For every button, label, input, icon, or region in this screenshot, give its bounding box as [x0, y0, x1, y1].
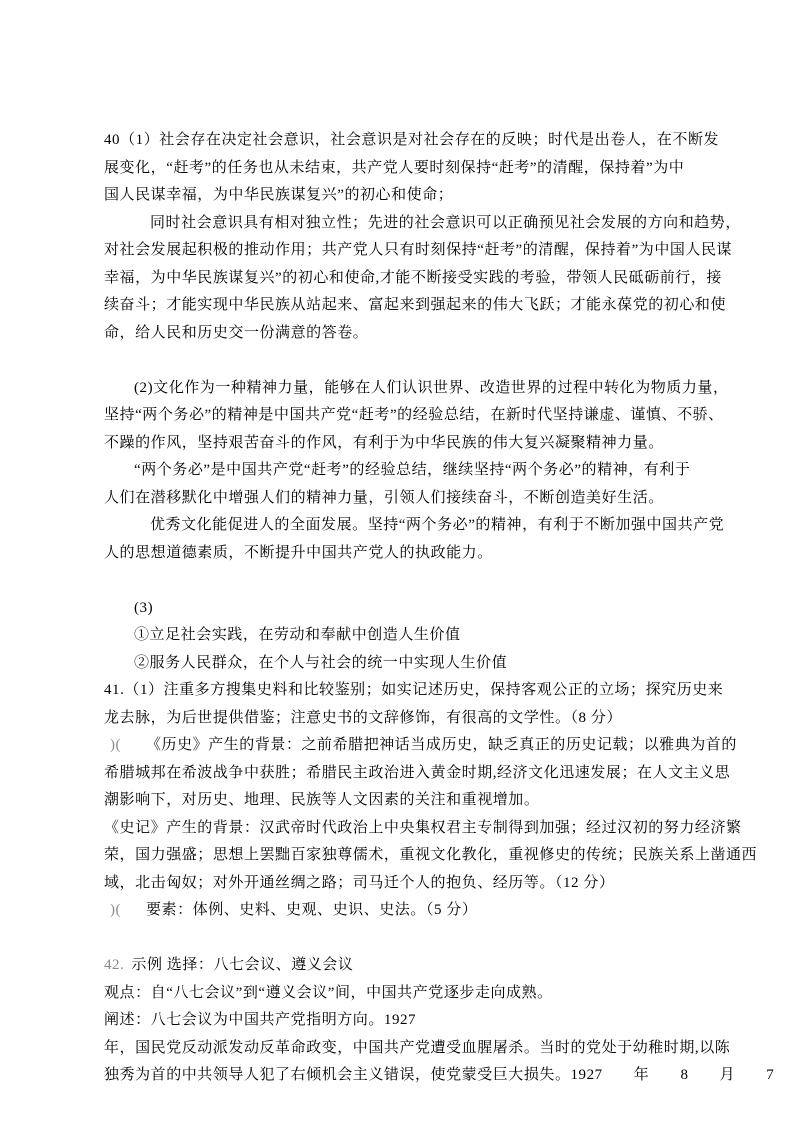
text-line: 龙去脉，为后世提供借鉴；注意史书的文辞修饰，有很高的文学性。（8 分） [104, 709, 623, 726]
text-segment: 要素：体例、史料、史观、史识、史法。（5 分） [146, 902, 478, 918]
text-line: 《史记》产生的背景：汉武帝时代政治上中央集权君主专制得到加强；经过汉初的努力经济繁 [104, 819, 742, 836]
text-line: 人们在潜移默化中增强人们的精神力量，引领人们接续奋斗，不断创造美好生活。 [104, 489, 664, 506]
text-line: 展变化，“赶考”的任务也从未结束，共产党人要时刻保持“赶考”的清醒，保持着”为中 [104, 159, 685, 176]
text-line: 荣，国力强盛；思想上罢黜百家独尊儒术，重视文化教化，重视修史的传统；民族关系上凿通西 [104, 847, 758, 863]
text-line: 40（1）社会存在决定社会意识，社会意识是对社会存在的反映；时代是出卷人，在不断发 [104, 132, 720, 148]
text-line: 不躁的作风，坚持艰苦奋斗的作风，有利于为中华民族的伟大复兴凝聚精神力量。 [104, 434, 664, 451]
text-line: (2)文化作为一种精神力量，能够在人们认识世界、改造世界的过程中转化为物质力量， [134, 379, 729, 396]
text-line: 续奋斗；才能实现中华民族从站起来、富起来到强起来的伟大飞跃；才能永葆党的初心和使 [104, 297, 727, 313]
stray-bracket-marker: )( [110, 737, 122, 753]
text-line: (3) [134, 599, 154, 616]
text-line: “两个务必”是中国共产党“赶考”的经验总结，继续坚持“两个务必”的精神，有利于 [134, 462, 691, 478]
text-line: 潮影响下，对历史、地理、民族等人文因素的关注和重视增加。 [104, 792, 540, 808]
text-line: 观点：自“八七会议”到“遵义会议”间，中国共产党逐步走向成熟。 [104, 984, 553, 1001]
text-line: 域，北击匈奴；对外开通丝绸之路；司马迁个人的抱负、经历等。（12 分） [104, 874, 615, 891]
text-line: 年，国民党反动派发动反革命政变，中国共产党遭受血腥屠杀。当时的党处于幼稚时期,以陈 [104, 1039, 731, 1056]
text-line: ②服务人民群众，在个人与社会的统一中实现人生价值 [134, 654, 508, 671]
text-segment: 示例 选择：八七会议、遵义会议 [131, 957, 354, 973]
blank-line [104, 567, 695, 595]
stray-bracket-marker: )( [110, 902, 122, 918]
text-line: 国人民谋幸福，为中华民族谋复兴”的初心和使命； [104, 187, 454, 203]
text-line: 41.（1）注重多方搜集史料和比较鉴别；如实记述历史，保持客观公正的立场；探究历史来 [104, 682, 724, 698]
text-line: 同时社会意识具有相对独立性；先进的社会意识可以正确预见社会发展的方向和趋势， [150, 214, 741, 231]
text-line: ①立足社会实践，在劳动和奉献中创造人生价值 [134, 627, 461, 643]
text-line: 独秀为首的中共领导人犯了右倾机会主义错误，使党蒙受巨大损失。1927 年 8 月 7 [104, 1067, 775, 1083]
text-segment: 《历史》产生的背景：之前希腊把神话当成历史，缺乏真正的历史记载；以雅典为首的 [146, 737, 737, 753]
text-line: 希腊城邦在希波战争中获胜；希腊民主政治进入黄金时期,经济文化迅速发展；在人文主义思 [104, 764, 731, 781]
text-line: 幸福，为中华民族谋复兴”的初心和使命,才能不断接受实践的考验，带领人民砥砺前行，接 [104, 269, 722, 286]
question-number: 42. [104, 957, 125, 973]
blank-line [104, 925, 695, 953]
text-line [104, 732, 737, 760]
text-line [104, 952, 695, 980]
blank-line [104, 347, 695, 375]
text-line: 命，给人民和历史交一份满意的答卷。 [104, 324, 369, 341]
text-line [104, 897, 695, 925]
text-line: 人的思想道德素质，不断提升中国共产党人的执政能力。 [104, 544, 493, 561]
text-line: 优秀文化能促进人的全面发展。坚持“两个务必”的精神，有利于不断加强中国共产党 [150, 517, 725, 533]
text-line: 对社会发展起积极的推动作用；共产党人只有时刻保持“赶考”的清醒，保持着”为中国人民谋 [104, 242, 733, 258]
text-line: 阐述：八七会议为中国共产党指明方向。1927 [104, 1012, 417, 1028]
text-line: 坚持“两个务必”的精神是中国共产党“赶考”的经验总结，在新时代坚持谦虚、谨慎、不骄、 [104, 407, 724, 423]
